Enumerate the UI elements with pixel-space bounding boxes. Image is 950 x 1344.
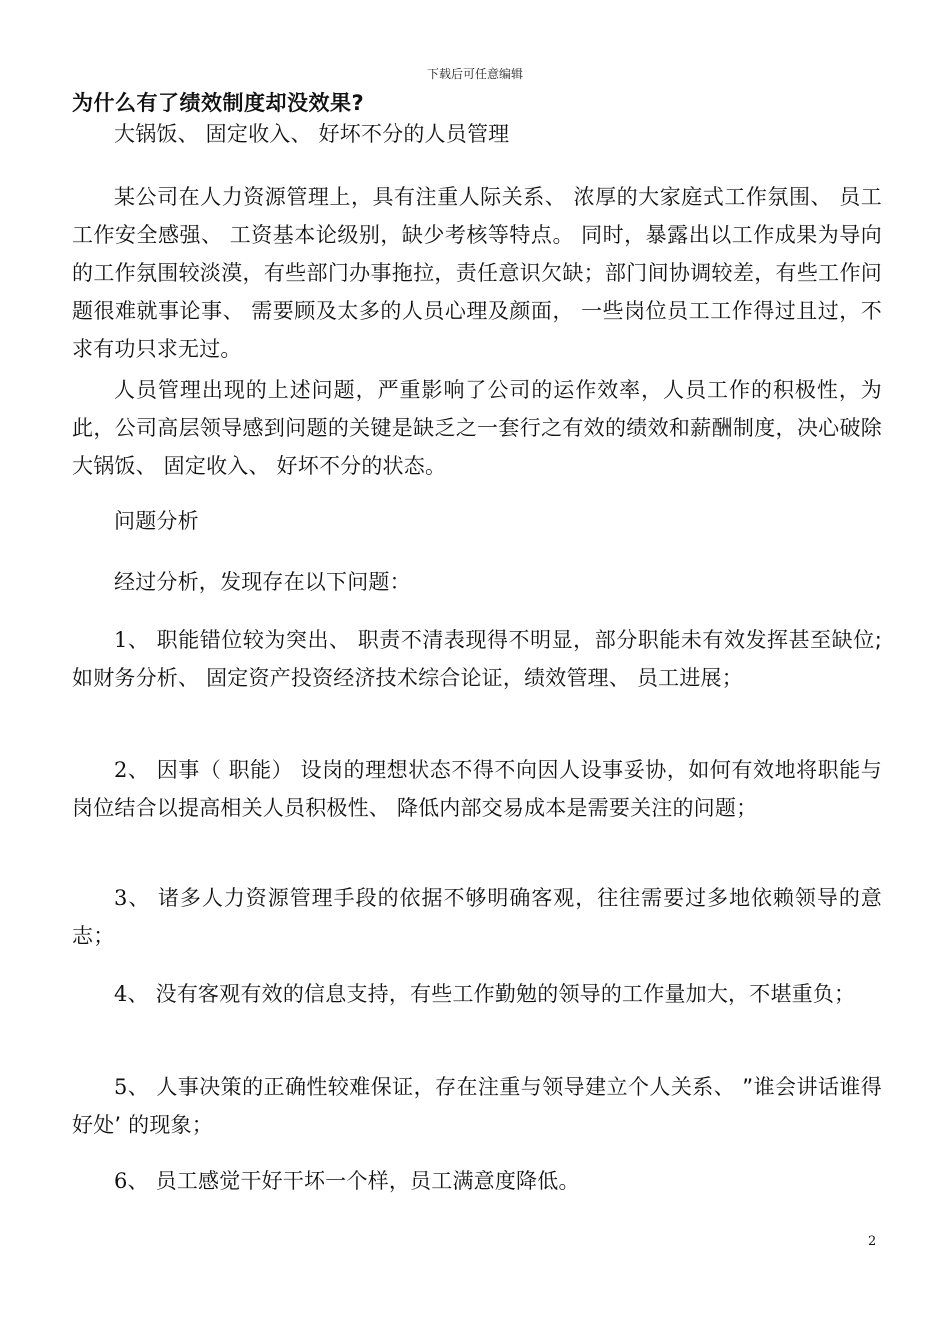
page-header: 下载后可任意编辑 <box>426 67 523 81</box>
issue-text: 人事决策的正确性较难保证，存在注重与领导建立个人关系、 ”谁会讲话谁得好处’ 的现象； <box>72 1075 882 1137</box>
page-number: 2 <box>868 1234 877 1249</box>
paragraph-impact: 人员管理出现的上述问题，严重影响了公司的运作效率，人员工作的积极性，为此，公司高层领导感到问题的关键是缺乏之一套行之有效的绩效和薪酬制度，决心破除大锅饭、 固定收入、 好坏不分的状态。 <box>72 378 882 478</box>
issue-text: 因事（ 职能） 设岗的理想状态不得不向因人设事妥协，如何有效地将职能与岗位结合以提高相关人员积极性、 降低内部交易成本是需要关注的问题； <box>72 758 882 820</box>
subtitle: 大锅饭、 固定收入、 好坏不分的人员管理 <box>114 122 510 146</box>
issue-item <box>72 621 882 697</box>
issue-text: 没有客观有效的信息支持，有些工作勤勉的领导的工作量加大，不堪重负； <box>148 982 856 1006</box>
issue-item <box>72 975 882 1013</box>
analysis-intro: 经过分析，发现存在以下问题： <box>114 570 411 594</box>
issue-number: 1、 <box>114 628 150 652</box>
issue-number: 6、 <box>114 1169 149 1193</box>
issue-number: 2、 <box>114 758 150 782</box>
paragraph-background: 某公司在人力资源管理上，具有注重人际关系、 浓厚的大家庭式工作氛围、 员工工作安全感强、 工资基本论级别，缺少考核等特点。 同时，暴露出以工作成果为导向的工作氛围较淡漠，有些部门办事拖拉，责任意识欠缺；部门间协调较差，有些工作问题很难就事论事、 需要顾及太多的人员心理及颜面， 一些岗位员工工作得过且过，不求有功只求无过。 <box>72 185 882 361</box>
issue-text: 职能错位较为突出、 职责不清表现得不明显，部分职能未有效发挥甚至缺位;如财务分析、 固定资产投资经济技术综合论证，绩效管理、 员工进展； <box>72 628 883 690</box>
issue-item <box>72 1162 882 1200</box>
issue-text: 员工感觉干好干坏一个样，员工满意度降低。 <box>148 1169 580 1193</box>
issue-number: 5、 <box>114 1075 150 1099</box>
issue-text: 诸多人力资源管理手段的依据不够明确客观，往往需要过多地依赖领导的意志； <box>72 886 882 948</box>
issue-number: 3、 <box>114 886 151 910</box>
issue-number: 4、 <box>114 982 149 1006</box>
issue-item <box>72 879 882 955</box>
issue-item <box>72 1068 882 1144</box>
issue-item <box>72 751 882 827</box>
document-title: 为什么有了绩效制度却没效果? <box>72 91 365 115</box>
section-heading-analysis: 问题分析 <box>114 509 199 533</box>
